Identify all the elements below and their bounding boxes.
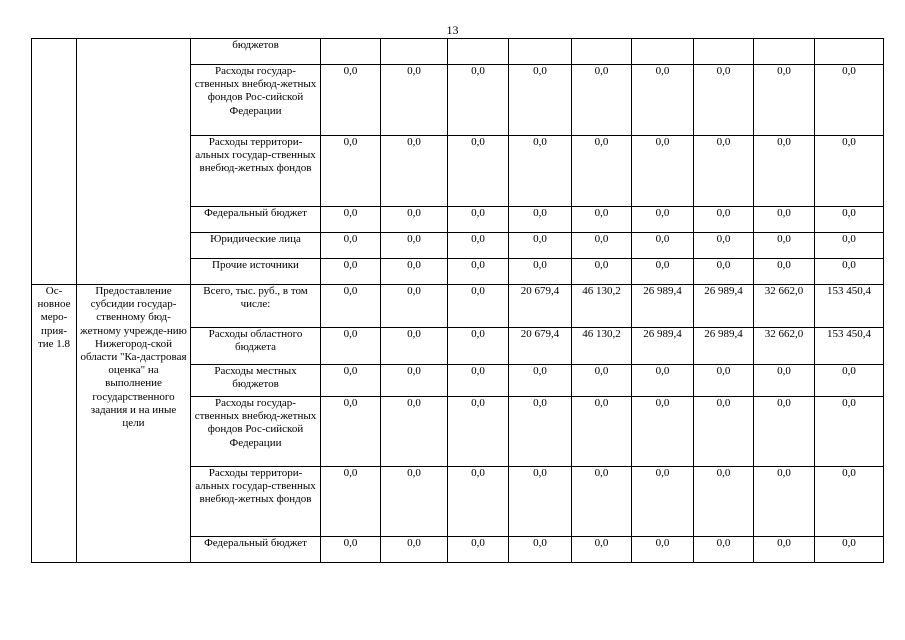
funding-source-cell: Прочие источники — [191, 259, 321, 285]
funding-source-cell: Расходы местных бюджетов — [191, 365, 321, 397]
measure-code-cell: Ос-новное меро-прия-тие 1.8 — [32, 285, 77, 563]
value-cell: 0,0 — [381, 467, 448, 537]
funding-source-cell: Расходы областного бюджета — [191, 328, 321, 365]
value-cell: 0,0 — [754, 233, 815, 259]
value-cell: 0,0 — [572, 207, 632, 233]
value-cell: 0,0 — [321, 285, 381, 328]
value-cell: 0,0 — [321, 207, 381, 233]
value-cell: 0,0 — [815, 467, 884, 537]
value-cell: 0,0 — [448, 328, 509, 365]
value-cell — [754, 39, 815, 65]
funding-source-cell: Юридические лица — [191, 233, 321, 259]
value-cell: 0,0 — [321, 397, 381, 467]
value-cell: 46 130,2 — [572, 285, 632, 328]
funding-source-cell: Расходы территори-альных государ-ственных внебюд-жетных фондов — [191, 136, 321, 207]
value-cell: 0,0 — [572, 537, 632, 563]
table-row — [32, 285, 884, 328]
value-cell — [815, 39, 884, 65]
value-cell: 0,0 — [509, 537, 572, 563]
value-cell: 0,0 — [381, 397, 448, 467]
measure-code-cell — [32, 39, 77, 285]
value-cell: 46 130,2 — [572, 328, 632, 365]
value-cell: 0,0 — [754, 65, 815, 136]
value-cell: 0,0 — [572, 259, 632, 285]
budget-table — [31, 38, 884, 563]
value-cell: 0,0 — [754, 136, 815, 207]
value-cell: 20 679,4 — [509, 328, 572, 365]
value-cell: 0,0 — [632, 259, 694, 285]
value-cell: 0,0 — [509, 467, 572, 537]
value-cell: 32 662,0 — [754, 285, 815, 328]
value-cell: 0,0 — [321, 259, 381, 285]
value-cell: 0,0 — [381, 233, 448, 259]
value-cell: 26 989,4 — [632, 328, 694, 365]
value-cell: 0,0 — [381, 537, 448, 563]
funding-source-cell: Расходы государ-ственных внебюд-жетных фондов Рос-сийской Федерации — [191, 65, 321, 136]
table-row — [32, 39, 884, 65]
value-cell: 0,0 — [381, 207, 448, 233]
value-cell: 153 450,4 — [815, 285, 884, 328]
value-cell: 0,0 — [694, 467, 754, 537]
value-cell: 0,0 — [321, 136, 381, 207]
value-cell: 0,0 — [381, 136, 448, 207]
value-cell: 0,0 — [632, 207, 694, 233]
value-cell: 0,0 — [448, 397, 509, 467]
value-cell: 0,0 — [381, 259, 448, 285]
value-cell: 0,0 — [572, 136, 632, 207]
value-cell: 0,0 — [815, 207, 884, 233]
value-cell: 0,0 — [632, 537, 694, 563]
measure-name-cell: Предоставление субсидии государ-ственному бюд-жетному учрежде-нию Нижегород-ской области "Ка-дастровая оценка" на выполнение государственного задания и на иные цели — [77, 285, 191, 563]
value-cell: 0,0 — [448, 365, 509, 397]
value-cell: 0,0 — [572, 233, 632, 259]
value-cell — [509, 39, 572, 65]
value-cell: 0,0 — [448, 259, 509, 285]
value-cell: 0,0 — [815, 136, 884, 207]
funding-source-cell: Расходы государ-ственных внебюд-жетных фондов Рос-сийской Федерации — [191, 397, 321, 467]
value-cell: 0,0 — [694, 397, 754, 467]
value-cell: 0,0 — [754, 467, 815, 537]
value-cell: 0,0 — [694, 207, 754, 233]
value-cell: 0,0 — [694, 365, 754, 397]
value-cell: 0,0 — [509, 233, 572, 259]
value-cell — [321, 39, 381, 65]
value-cell: 0,0 — [321, 328, 381, 365]
value-cell: 0,0 — [509, 207, 572, 233]
value-cell — [448, 39, 509, 65]
value-cell: 0,0 — [572, 65, 632, 136]
value-cell: 20 679,4 — [509, 285, 572, 328]
value-cell: 0,0 — [632, 65, 694, 136]
value-cell: 0,0 — [448, 136, 509, 207]
value-cell: 0,0 — [448, 285, 509, 328]
measure-name-cell — [77, 39, 191, 285]
value-cell: 0,0 — [632, 233, 694, 259]
value-cell: 32 662,0 — [754, 328, 815, 365]
value-cell — [572, 39, 632, 65]
value-cell: 0,0 — [694, 65, 754, 136]
value-cell: 0,0 — [815, 233, 884, 259]
value-cell: 0,0 — [815, 537, 884, 563]
value-cell: 0,0 — [509, 397, 572, 467]
value-cell: 0,0 — [754, 207, 815, 233]
value-cell: 0,0 — [509, 65, 572, 136]
funding-source-cell: Расходы территори-альных государ-ственных внебюд-жетных фондов — [191, 467, 321, 537]
value-cell: 0,0 — [448, 207, 509, 233]
value-cell: 0,0 — [815, 65, 884, 136]
value-cell: 0,0 — [694, 537, 754, 563]
value-cell: 153 450,4 — [815, 328, 884, 365]
value-cell: 0,0 — [509, 365, 572, 397]
value-cell: 26 989,4 — [694, 285, 754, 328]
value-cell: 0,0 — [632, 397, 694, 467]
value-cell: 0,0 — [381, 365, 448, 397]
value-cell: 0,0 — [572, 365, 632, 397]
page-number: 13 — [446, 23, 459, 37]
value-cell: 0,0 — [321, 365, 381, 397]
value-cell: 0,0 — [321, 233, 381, 259]
funding-source-cell: Федеральный бюджет — [191, 537, 321, 563]
value-cell: 0,0 — [321, 467, 381, 537]
value-cell: 26 989,4 — [632, 285, 694, 328]
value-cell: 0,0 — [572, 397, 632, 467]
value-cell: 0,0 — [448, 467, 509, 537]
value-cell: 0,0 — [632, 365, 694, 397]
value-cell: 0,0 — [632, 136, 694, 207]
value-cell — [694, 39, 754, 65]
value-cell: 0,0 — [815, 397, 884, 467]
funding-source-cell: Всего, тыс. руб., в том числе: — [191, 285, 321, 328]
funding-source-cell: Федеральный бюджет — [191, 207, 321, 233]
value-cell: 0,0 — [754, 397, 815, 467]
value-cell: 0,0 — [509, 136, 572, 207]
value-cell: 0,0 — [754, 365, 815, 397]
value-cell: 0,0 — [632, 467, 694, 537]
value-cell: 0,0 — [572, 467, 632, 537]
value-cell: 0,0 — [321, 65, 381, 136]
value-cell: 0,0 — [754, 537, 815, 563]
value-cell: 0,0 — [694, 259, 754, 285]
value-cell: 0,0 — [694, 233, 754, 259]
value-cell: 0,0 — [509, 259, 572, 285]
value-cell: 0,0 — [448, 65, 509, 136]
value-cell: 0,0 — [381, 328, 448, 365]
value-cell: 0,0 — [321, 537, 381, 563]
value-cell: 0,0 — [815, 259, 884, 285]
value-cell: 0,0 — [381, 65, 448, 136]
value-cell: 0,0 — [694, 136, 754, 207]
value-cell: 0,0 — [448, 233, 509, 259]
funding-source-cell: бюджетов — [191, 39, 321, 65]
value-cell: 0,0 — [381, 285, 448, 328]
value-cell: 0,0 — [448, 537, 509, 563]
value-cell: 0,0 — [754, 259, 815, 285]
value-cell: 26 989,4 — [694, 328, 754, 365]
value-cell — [381, 39, 448, 65]
value-cell — [632, 39, 694, 65]
value-cell: 0,0 — [815, 365, 884, 397]
